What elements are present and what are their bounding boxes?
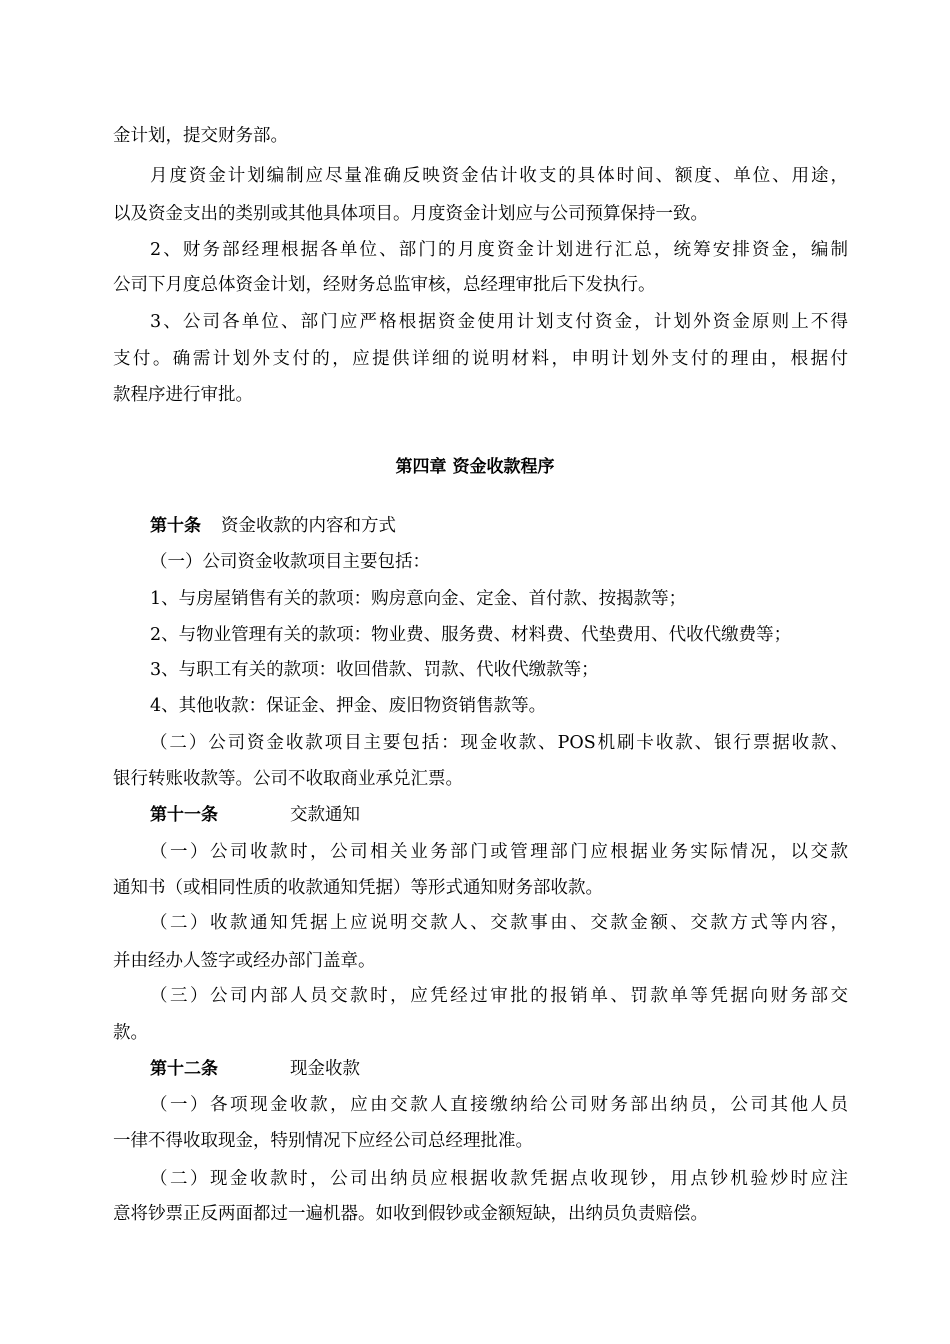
text-line: 3、公司各单位、部门应严格根据资金使用计划支付资金，计划外资金原则上不得 [150, 312, 848, 332]
text-line: 2、财务部经理根据各单位、部门的月度资金计划进行汇总，统筹安排资金，编制 [150, 240, 848, 260]
text-line: 一律不得收取现金，特别情况下应经公司总经理批准。 [113, 1131, 533, 1151]
text-line: 支付。确需计划外支付的，应提供详细的说明材料，申明计划外支付的理由，根据付 [113, 349, 848, 369]
text-line: 3、与职工有关的款项：收回借款、罚款、代收代缴款等； [150, 660, 599, 680]
article-title: 交款通知 [290, 805, 360, 825]
article-heading [150, 803, 848, 827]
text-line: （一）公司收款时，公司相关业务部门或管理部门应根据业务实际情况，以交款 [150, 842, 848, 862]
text-line: 款程序进行审批。 [113, 385, 253, 405]
text-line: 金计划，提交财务部。 [113, 126, 288, 146]
text-line: 月度资金计划编制应尽量准确反映资金估计收支的具体时间、额度、单位、用途， [150, 166, 848, 186]
text-line: （一）各项现金收款，应由交款人直接缴纳给公司财务部出纳员，公司其他人员 [150, 1095, 848, 1115]
text-line: 1、与房屋销售有关的款项：购房意向金、定金、首付款、按揭款等； [150, 589, 687, 609]
article-number: 第十二条 [150, 1059, 218, 1079]
article-heading [150, 514, 848, 538]
article-number: 第十条 [150, 516, 201, 536]
text-line: （一）公司资金收款项目主要包括： [150, 552, 430, 572]
text-line: （二）现金收款时，公司出纳员应根据收款凭据点收现钞，用点钞机验炒时应注 [150, 1169, 848, 1189]
text-line: 2、与物业管理有关的款项：物业费、服务费、材料费、代垫费用、代收代缴费等； [150, 625, 792, 645]
text-line: 款。 [113, 1023, 148, 1043]
text-line: 以及资金支出的类别或其他具体项目。月度资金计划应与公司预算保持一致。 [113, 204, 708, 224]
text-line: （二）收款通知凭据上应说明交款人、交款事由、交款金额、交款方式等内容， [150, 913, 848, 933]
text-line: 意将钞票正反两面都过一遍机器。如收到假钞或金额短缺，出纳员负责赔偿。 [113, 1204, 708, 1224]
text-line: （三）公司内部人员交款时，应凭经过审批的报销单、罚款单等凭据向财务部交 [150, 986, 848, 1006]
text-line: 通知书（或相同性质的收款通知凭据）等形式通知财务部收款。 [113, 878, 603, 898]
text-line: （二）公司资金收款项目主要包括：现金收款、POS机刷卡收款、银行票据收款、 [150, 733, 848, 753]
article-title: 资金收款的内容和方式 [221, 516, 396, 536]
chapter-heading: 第四章 资金收款程序 [395, 457, 555, 477]
article-title: 现金收款 [290, 1059, 360, 1079]
article-number: 第十一条 [150, 805, 218, 825]
text-line: 4、其他收款：保证金、押金、废旧物资销售款等。 [150, 696, 547, 716]
article-heading [150, 1057, 848, 1081]
text-line: 银行转账收款等。公司不收取商业承兑汇票。 [113, 769, 463, 789]
text-line: 公司下月度总体资金计划，经财务总监审核，总经理审批后下发执行。 [113, 275, 656, 295]
text-line: 并由经办人签字或经办部门盖章。 [113, 951, 376, 971]
